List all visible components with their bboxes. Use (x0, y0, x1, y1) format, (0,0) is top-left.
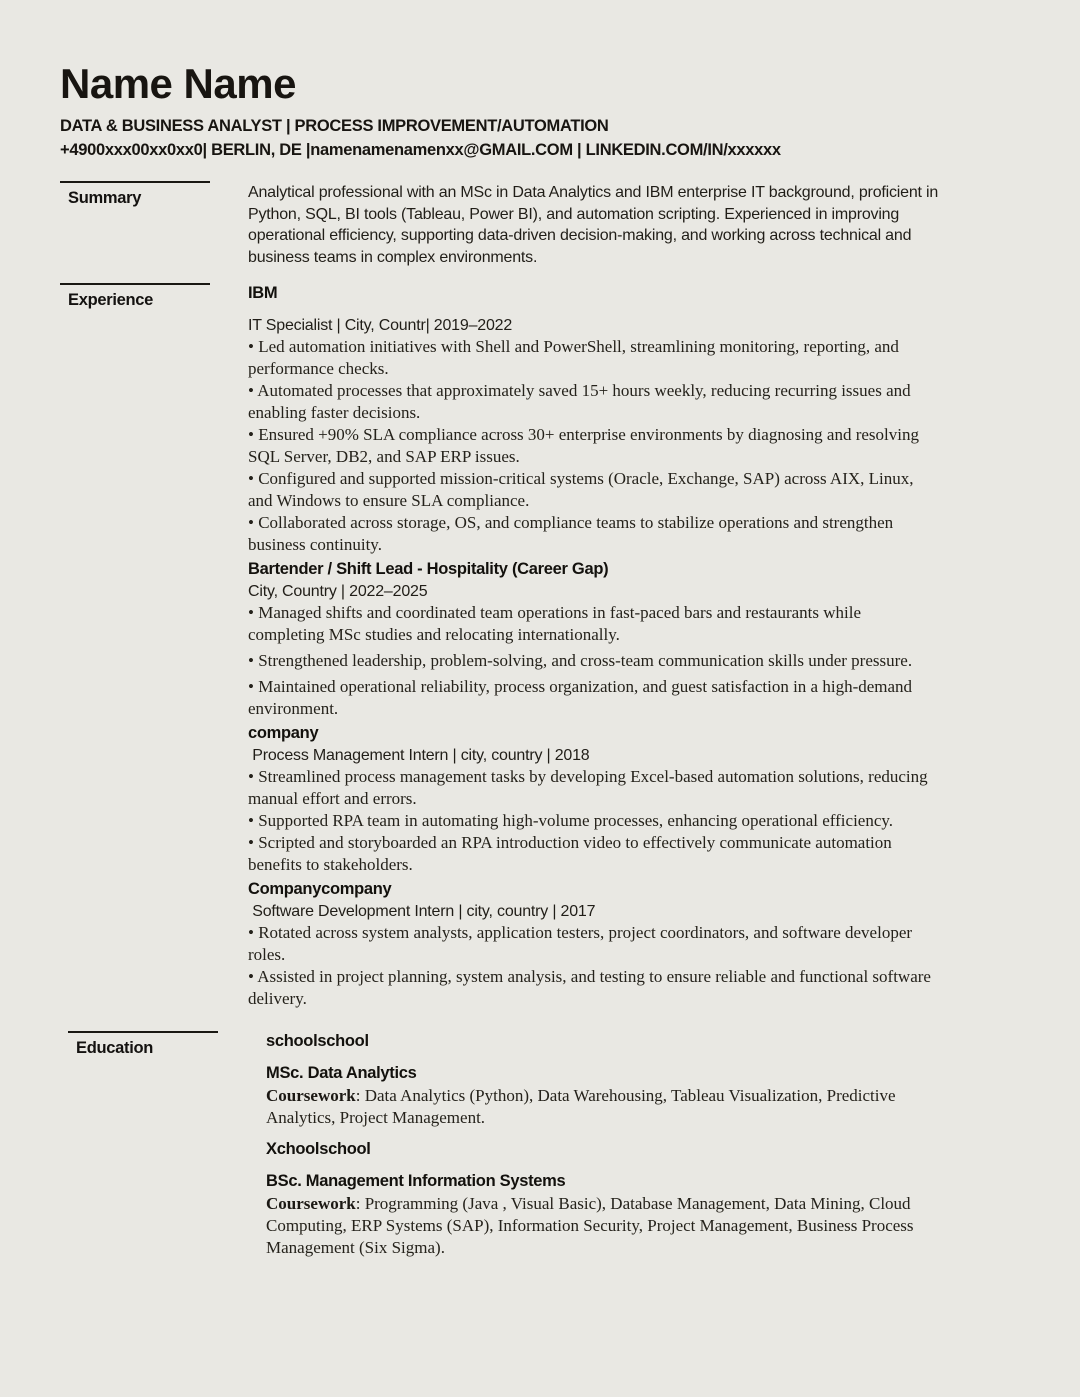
experience-section-label: Experience (68, 291, 154, 309)
education-content (256, 1031, 958, 1259)
bullet-item: • Configured and supported mission-critical systems (Oracle, Exchange, SAP) across AIX, Linux, and Windows to ensure SLA compliance. (248, 469, 914, 510)
person-name: Name Name (60, 60, 296, 107)
job-bullets (248, 922, 940, 1010)
summary-paragraph: Analytical professional with an MSc in Data Analytics and IBM enterprise IT background, proficient in Python, SQL, BI tools (Tableau, Power BI), and automation scripting. Experienced in improving operational efficiency, supporting data-driven decision-making, and working across technical and business teams in complex environments. (248, 184, 939, 266)
bullet-item: • Rotated across system analysts, application testers, project coordinators, and software developer roles. (248, 923, 913, 964)
education-entry (266, 1031, 958, 1129)
contact-line: +4900xxx00xx0xx0| BERLIN, DE |namenamenamenxx@GMAIL.COM | LINKEDIN.COM/IN/xxxxxx (60, 141, 781, 159)
bullet-item: • Assisted in project planning, system analysis, and testing to ensure reliable and functional software delivery. (248, 967, 931, 1008)
summary-content (248, 181, 940, 268)
job-title: Bartender / Shift Lead - Hospitality (Career Gap) (248, 560, 609, 578)
degree-name: BSc. Management Information Systems (266, 1172, 566, 1190)
resume-header (60, 60, 1020, 160)
summary-section-label: Summary (68, 189, 142, 207)
job-bullets (248, 336, 940, 556)
bullet-item: • Ensured +90% SLA compliance across 30+ enterprise environments by diagnosing and resolving SQL Server, DB2, and SAP ERP issues. (248, 425, 919, 466)
job-entry-companycompany (248, 879, 940, 1010)
experience-content (248, 283, 940, 1013)
company-name: IBM (248, 284, 278, 302)
school-name: Xchoolschool (266, 1140, 371, 1158)
bullet-item: • Led automation initiatives with Shell and PowerShell, streamlining monitoring, reporting, and performance checks. (248, 337, 899, 378)
bullet-item: • Maintained operational reliability, process organization, and guest satisfaction in a high-demand environment. (248, 677, 913, 718)
coursework-label: Coursework (266, 1086, 356, 1105)
section-divider-line (68, 1031, 218, 1033)
job-bullets (248, 766, 940, 876)
job-meta: Software Development Intern | city, country | 2017 (248, 903, 596, 920)
section-summary (60, 181, 1020, 268)
section-divider-line (60, 283, 210, 285)
bullet-item: • Collaborated across storage, OS, and compliance teams to stabilize operations and strengthen business continuity. (248, 513, 894, 554)
section-experience (60, 283, 1020, 1013)
coursework-line (266, 1085, 958, 1129)
company-name: Companycompany (248, 880, 392, 898)
coursework-text: : Programming (Java , Visual Basic), Database Management, Data Mining, Cloud Computing, ERP Systems (SAP), Information Security, Project Management, Business Process Management (Six Sigma). (266, 1194, 914, 1257)
bullet-item: • Scripted and storyboarded an RPA introduction video to effectively communicate automation benefits to stakeholders. (248, 833, 892, 874)
job-meta: Process Management Intern | city, country | 2018 (248, 747, 590, 764)
bullet-item: • Supported RPA team in automating high-volume processes, enhancing operational efficiency. (248, 811, 894, 830)
bullet-item: • Managed shifts and coordinated team operations in fast-paced bars and restaurants while completing MSc studies and relocating internationally. (248, 603, 862, 644)
bullet-item: • Automated processes that approximately saved 15+ hours weekly, reducing recurring issues and enabling faster decisions. (248, 381, 911, 422)
job-meta: City, Country | 2022–2025 (248, 583, 428, 600)
education-label-column (60, 1031, 256, 1058)
job-bullets (248, 602, 940, 720)
degree-name: MSc. Data Analytics (266, 1064, 417, 1082)
education-entry (266, 1139, 958, 1259)
bullet-item: • Streamlined process management tasks by developing Excel-based automation solutions, reducing manual effort and errors. (248, 767, 928, 808)
summary-label-column (60, 181, 248, 208)
section-divider-line (60, 181, 210, 183)
section-education (60, 1031, 1020, 1259)
coursework-line (266, 1193, 958, 1259)
job-entry-bartender (248, 559, 940, 720)
coursework-label: Coursework (266, 1194, 356, 1213)
job-meta: IT Specialist | City, Countr| 2019–2022 (248, 317, 513, 334)
company-name: company (248, 724, 319, 742)
school-name: schoolschool (266, 1032, 369, 1050)
bullet-item: • Strengthened leadership, problem-solving, and cross-team communication skills under pressure. (248, 651, 913, 670)
job-entry-ibm (248, 283, 940, 556)
job-entry-company (248, 723, 940, 876)
coursework-text: : Data Analytics (Python), Data Warehousing, Tableau Visualization, Predictive Analytics, Project Management. (266, 1086, 896, 1127)
headline: DATA & BUSINESS ANALYST | PROCESS IMPROVEMENT/AUTOMATION (60, 117, 609, 135)
experience-label-column (60, 283, 248, 310)
education-section-label: Education (76, 1039, 154, 1057)
